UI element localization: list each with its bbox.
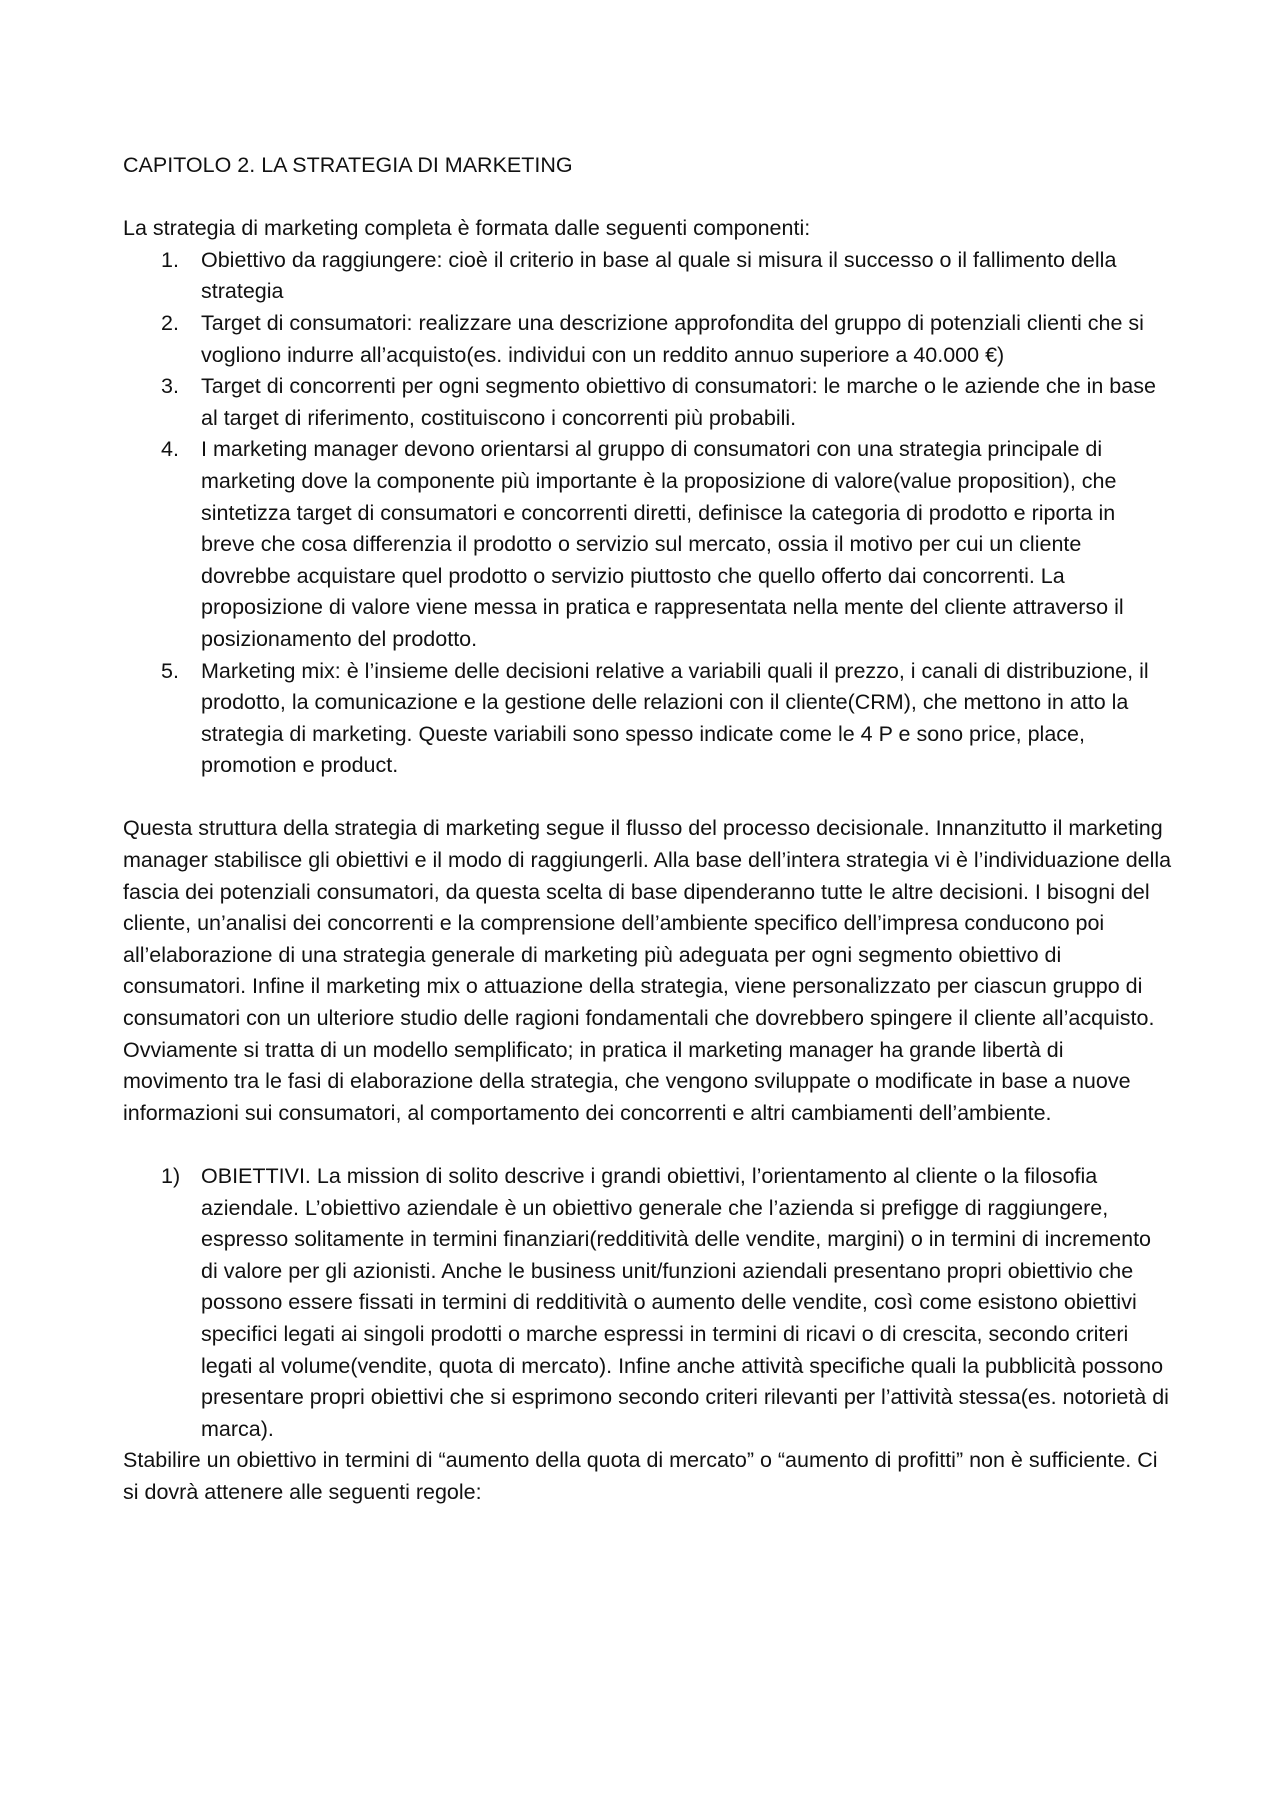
- spacer: [123, 182, 1173, 214]
- list-item-text: Obiettivo da raggiungere: cioè il criterio in base al quale si misura il successo o il fallimento della strategia: [201, 247, 1117, 304]
- list-item-text: I marketing manager devono orientarsi al gruppo di consumatori con una strategia principale di marketing dove la componente più importante è la proposizione di valore(value proposition), che sintetizza target di consumatori e concorrenti diretti, definisce la categoria di prodotto e riporta in breve che cosa differenzia il prodotto o servizio sul mercato, ossia il motivo per cui un cliente dovrebbe acquistare quel prodotto o servizio piuttosto che quello offerto dai concorrenti. La proposizione di valore viene messa in pratica e rappresentata nella mente del cliente attraverso il posizionamento del prodotto.: [201, 437, 1124, 651]
- components-list: [123, 245, 1173, 782]
- list-item-number: 2.: [161, 310, 179, 335]
- list-item-text: Target di consumatori: realizzare una descrizione approfondita del gruppo di potenziali clienti che si vogliono indurre all’acquisto(es. individui con un reddito annuo superiore a 40.000 €): [201, 310, 1144, 367]
- list-item-number: 4.: [161, 437, 179, 462]
- intro-paragraph: La strategia di marketing completa è formata dalle seguenti componenti:: [123, 216, 811, 241]
- list-item: [123, 434, 1173, 655]
- list-item-number: 3.: [161, 374, 179, 399]
- list-item: [123, 308, 1173, 371]
- chapter-title: CAPITOLO 2. LA STRATEGIA DI MARKETING: [123, 153, 573, 177]
- rules-paragraph: Stabilire un obiettivo in termini di “aumento della quota di mercato” o “aumento di profitti” non è sufficiente. Ci si dovrà attenere alle seguenti regole:: [123, 1448, 1158, 1504]
- list-item-number: 1.: [161, 247, 179, 272]
- list-item: [123, 371, 1173, 434]
- section-item-number: 1): [161, 1164, 181, 1188]
- document-page: [123, 150, 1173, 1509]
- list-item: [123, 245, 1173, 308]
- spacer: [123, 1129, 1173, 1161]
- list-item-text: Marketing mix: è l’insieme delle decisioni relative a variabili quali il prezzo, i canali di distribuzione, il prodotto, la comunicazione e la gestione delle relazioni con il cliente(CRM), che mettono in atto la strategia di marketing. Queste variabili sono spesso indicate come le 4 P e sono price, place, promotion e product.: [201, 658, 1149, 778]
- spacer: [123, 782, 1173, 814]
- section-item-text: OBIETTIVI. La mission di solito descrive i grandi obiettivi, l’orientamento al cliente o la filosofia aziendale. L’obiettivo aziendale è un obiettivo generale che l’azienda si prefigge di raggiungere, espresso solitamente in termini finanziari(redditività delle vendite, margini) o in termini di incremento di valore per gli azionisti. Anche le business unit/funzioni aziendali presentano propri obiettivio che possono essere fissati in termini di redditività o aumento delle vendite, così come esistono obiettivi specifici legati ai singoli prodotti o marche espressi in termini di ricavi o di crescita, secondo criteri legati al volume(vendite, quota di mercato). Infine anche attività specifiche quali la pubblicità possono presentare propri obiettivi che si esprimono secondo criteri rilevanti per l’attività stessa(es. notorietà di marca).: [201, 1164, 1169, 1441]
- sections-list: [123, 1161, 1173, 1445]
- list-item-text: Target di concorrenti per ogni segmento obiettivo di consumatori: le marche o le aziende che in base al target di riferimento, costituiscono i concorrenti più probabili.: [201, 374, 1156, 430]
- structure-paragraph: Questa struttura della strategia di marketing segue il flusso del processo decisionale. Innanzitutto il marketing manager stabilisce gli obiettivi e il modo di raggiungerli. Alla base dell’intera strategia vi è l’individuazione della fascia dei potenziali consumatori, da questa scelta di base dipenderanno tutte le altre decisioni. I bisogni del cliente, un’analisi dei concorrenti e la comprensione dell’ambiente specifico dell’impresa conducono poi all’elaborazione di una strategia generale di marketing più adeguata per ogni segmento obiettivo di consumatori. Infine il marketing mix o attuazione della strategia, viene personalizzato per ciascun gruppo di consumatori con un ulteriore studio delle ragioni fondamentali che dovrebbero spingere il cliente all’acquisto. Ovviamente si tratta di un modello semplificato; in pratica il marketing manager ha grande libertà di movimento tra le fasi di elaborazione della strategia, che vengono sviluppate o modificate in base a nuove informazioni sui consumatori, al comportamento dei concorrenti e altri cambiamenti dell’ambiente.: [123, 816, 1172, 1125]
- list-item-number: 5.: [161, 658, 179, 683]
- section-item: [123, 1161, 1173, 1445]
- list-item: [123, 656, 1173, 782]
